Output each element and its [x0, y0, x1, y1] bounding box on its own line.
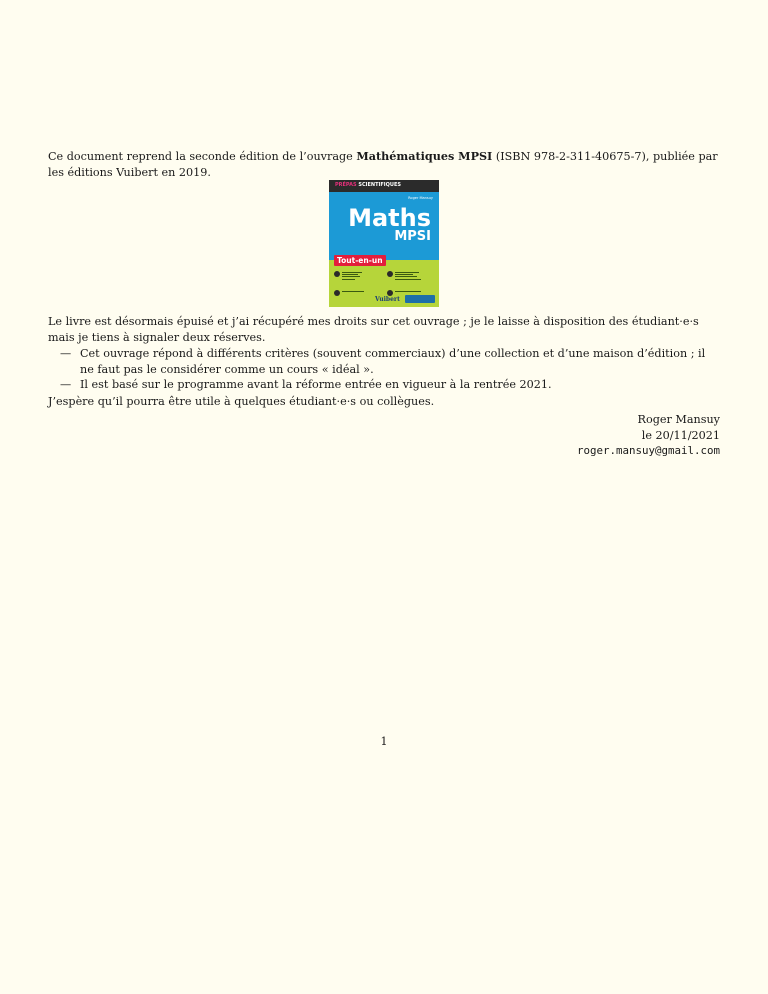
cover-series-prefix: PRÉPAS [335, 182, 357, 188]
list-item [60, 377, 720, 393]
document-page [48, 0, 720, 994]
reserves-intro-paragraph: Le livre est désormais épuisé et j’ai récupéré mes droits sur cet ouvrage ; je le laisse à disposition des étudiant·e·s mais je tiens à signaler deux réserves. [48, 315, 699, 344]
cover-publisher-logo: Vuibert [375, 296, 400, 303]
cover-series-label [335, 182, 401, 188]
signature-date: le 20/11/2021 [641, 428, 720, 442]
cover-author: Roger Mansuy [408, 196, 433, 200]
signature-email: roger.mansuy@gmail.com [576, 444, 720, 457]
reserves-list [60, 346, 720, 393]
closing-paragraph: J’espère qu’il pourra être utile à quelques étudiant·e·s ou collègues. [48, 395, 435, 408]
intro-text-before: Ce document reprend la seconde édition de l’ouvrage [48, 150, 357, 163]
feature-bullet-icon [334, 290, 340, 296]
feature-bullet-icon [387, 271, 393, 277]
intro-text-after: (ISBN 978-2-311-40675-7), publiée par les éditions Vuibert en 2019. [48, 150, 718, 179]
cover-feature-block [334, 271, 362, 280]
cover-python-badge [405, 295, 435, 303]
cover-series-name: SCIENTIFIQUES [358, 182, 401, 188]
feature-bullet-icon [334, 271, 340, 277]
cover-feature-block [334, 290, 364, 296]
cover-feature-block [387, 271, 421, 280]
book-title: Mathématiques MPSI [356, 149, 493, 163]
page-number: 1 [380, 735, 388, 748]
signature-block [577, 412, 720, 459]
cover-title-sub: MPSI [394, 229, 431, 244]
list-dash: — [60, 347, 72, 360]
cover-title-main: Maths [348, 204, 431, 232]
intro-paragraph [48, 149, 720, 180]
list-item-text: Cet ouvrage répond à différents critères (souvent commerciaux) d’une collection et d’une maison d’édition ; il ne faut pas le considérer comme un cours « idéal ». [80, 347, 706, 376]
list-dash: — [60, 378, 72, 391]
book-cover-image [329, 180, 439, 307]
cover-tag: Tout-en-un [334, 255, 386, 266]
list-item [60, 346, 720, 377]
signature-name: Roger Mansuy [637, 413, 720, 426]
list-item-text: Il est basé sur le programme avant la réforme entrée en vigueur à la rentrée 2021. [80, 378, 552, 391]
